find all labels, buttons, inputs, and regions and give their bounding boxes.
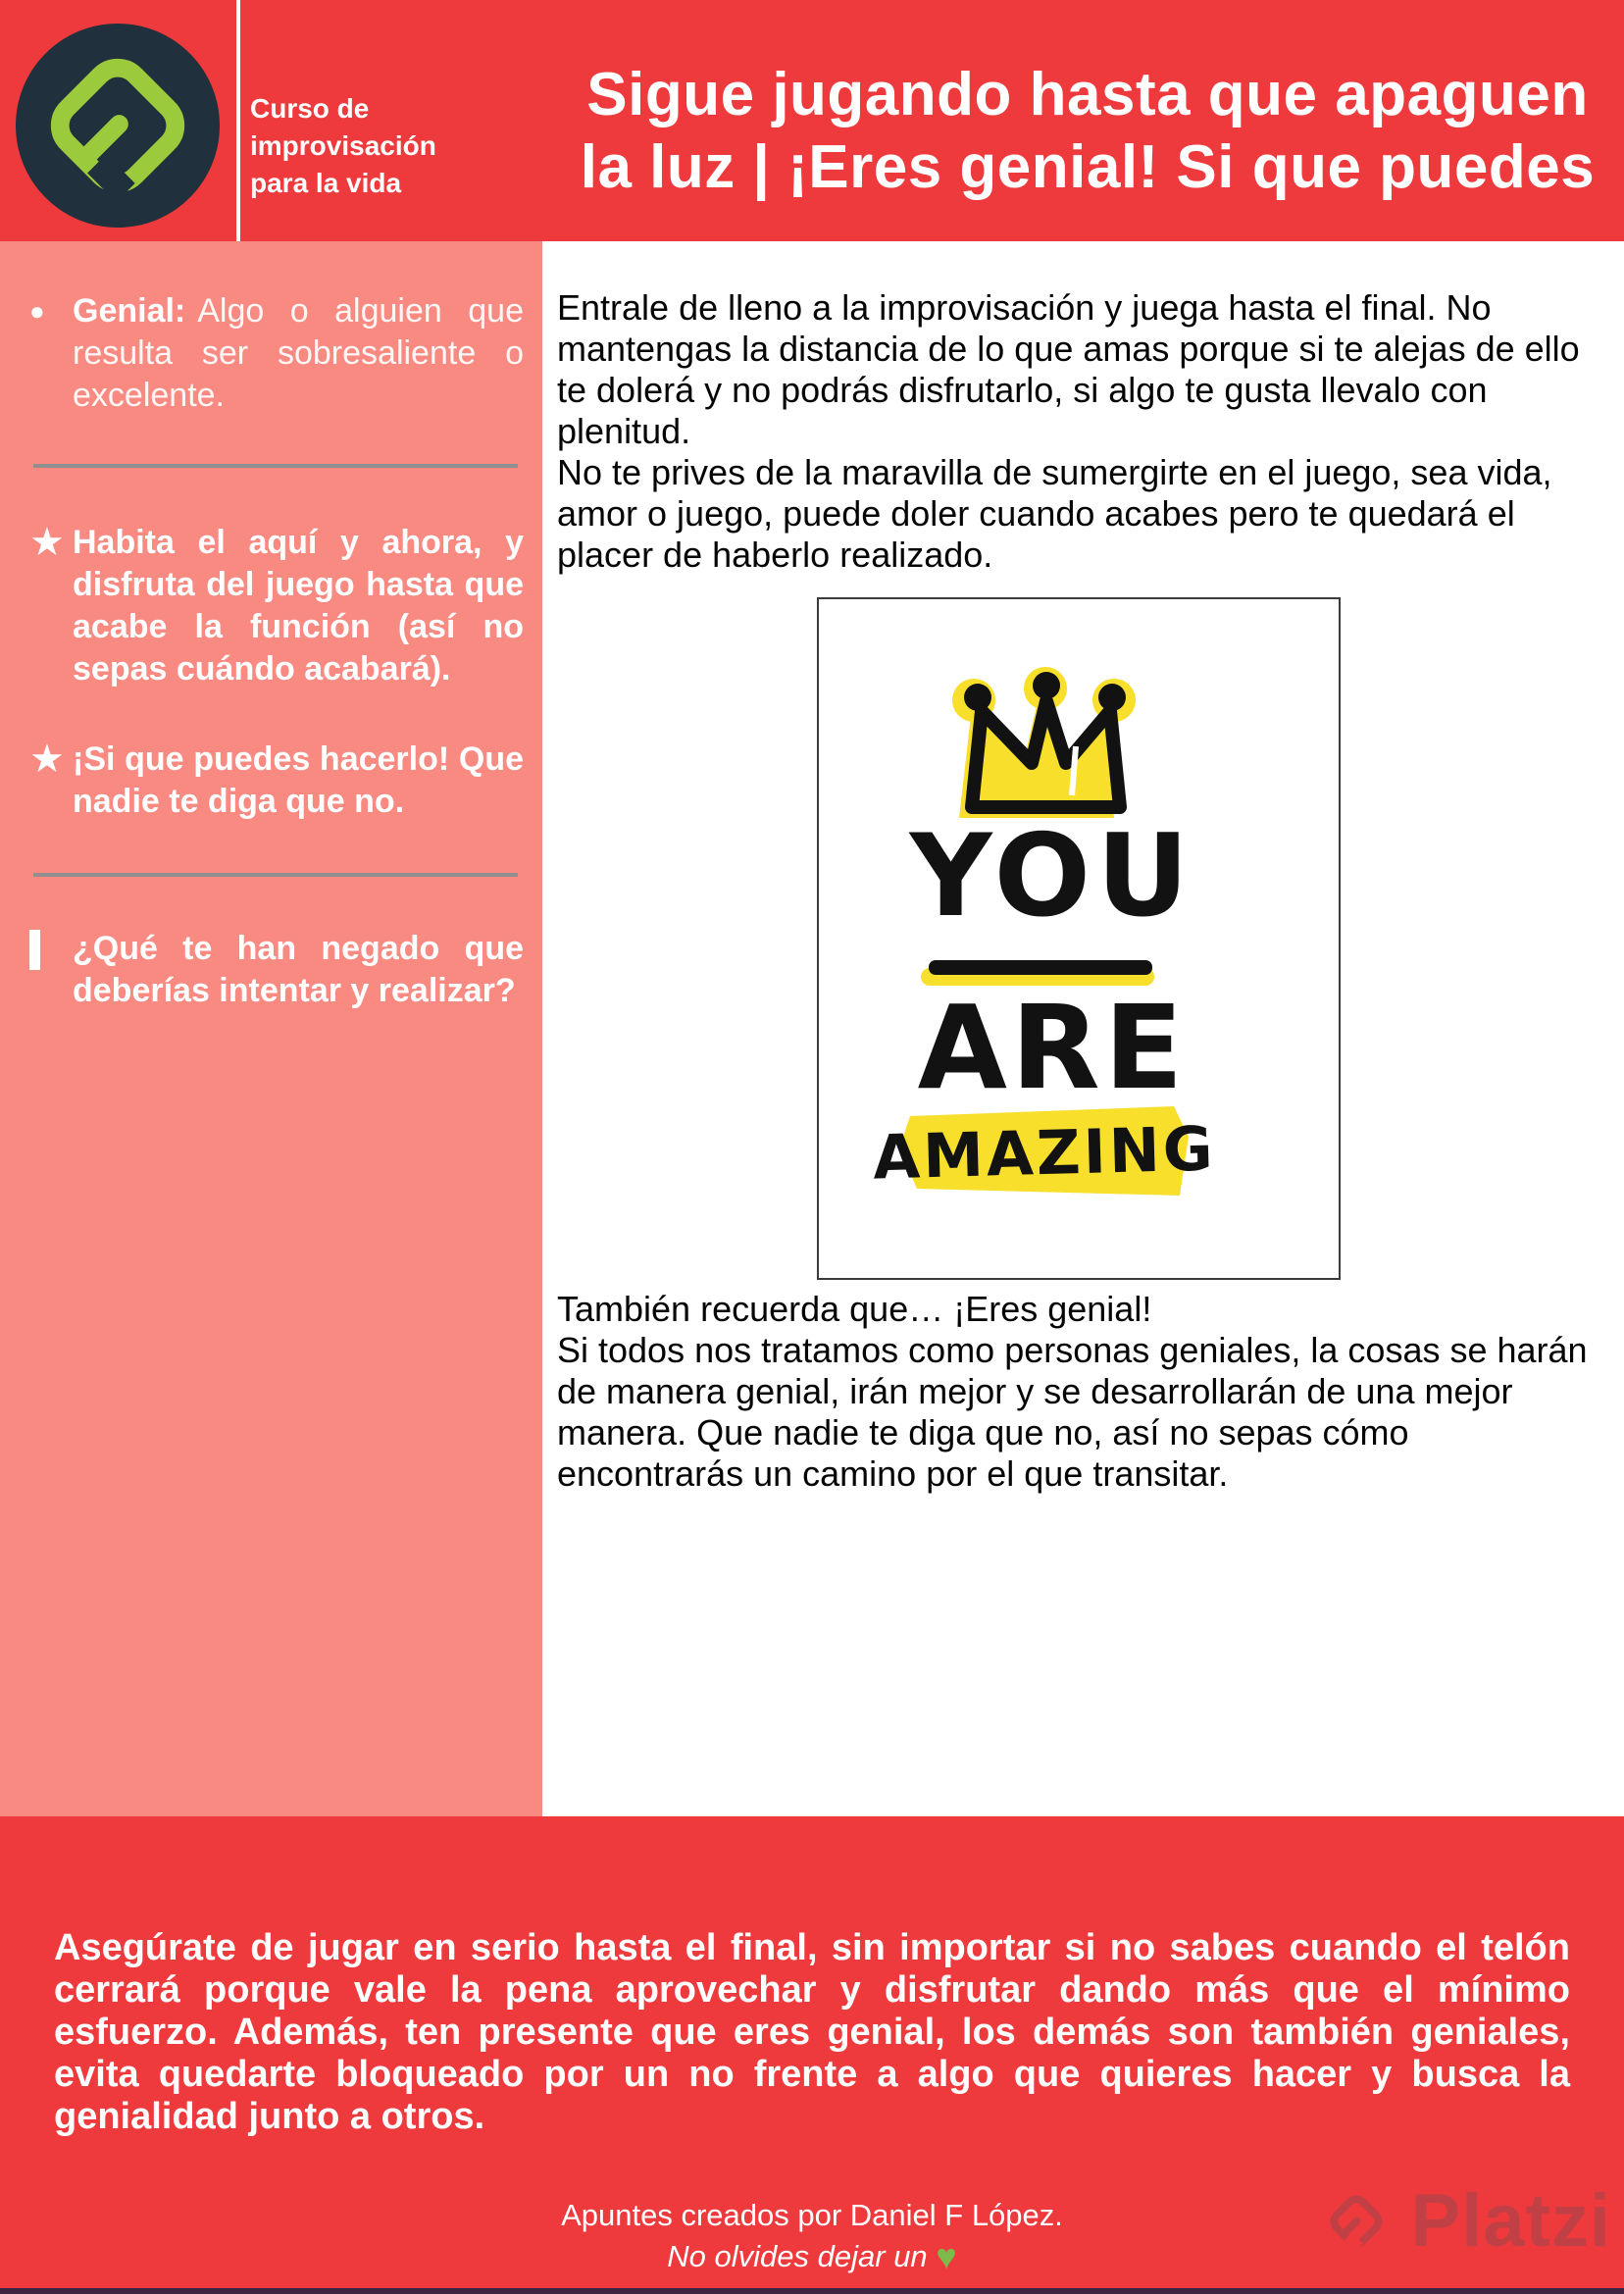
platzi-watermark [1317, 2174, 1612, 2269]
bottom-strip [0, 2288, 1624, 2294]
paragraph: Si todos nos tratamos como personas geniales, la cosas se harán de manera genial, irán mejor y se desarrollarán de una mejor manera. Que nadie te diga que no, así no sepas cómo encontrarás un camino por el que transitar. [557, 1330, 1588, 1494]
main-content [542, 241, 1624, 1816]
paragraph: También recuerda que… ¡Eres genial! [557, 1289, 1152, 1329]
bullet-icon: ● [29, 296, 45, 326]
sidebar-question-item [29, 928, 524, 1012]
star-icon: ★ [29, 738, 65, 781]
platzi-logo-icon [16, 24, 220, 228]
sidebar-tip-text: Habita el aquí y ahora, y disfruta del juego hasta que acabe la función (así no sepas cuándo acabará). [73, 524, 524, 688]
sidebar-tip-item [29, 522, 524, 690]
credits-note: No olvides dejar un ♥ [667, 2236, 957, 2276]
course-title [250, 90, 554, 202]
footer-summary: Asegúrate de jugar en serio hasta el final, sin importar si no sabes cuando el telón cerrará porque vale la pena aprovechar y disfrutar dando más que el mínimo esfuerzo. Además, ten presente que eres genial, los demás son también geniales, evita quedarte bloqueado por un no frente a algo que quieres hacer y busca la genialidad junto a otros. [54, 1927, 1570, 2137]
credits-author: Apuntes creados por Daniel F López. [561, 2198, 1063, 2232]
page-title [569, 59, 1606, 204]
poster-word-amazing: AMAZING [872, 1112, 1217, 1194]
sidebar-definition-text [73, 290, 524, 417]
sidebar-question-text: ¿Qué te han negado que deberías intentar y realizar? [73, 930, 524, 1009]
you-are-amazing-image [817, 597, 1341, 1280]
crown-icon [952, 667, 1136, 818]
course-title-line1: Curso de improvisación [250, 93, 436, 161]
definition-body: Algo o alguien que resulta ser sobresaliente o excelente. [73, 292, 524, 414]
green-heart-icon: ♥ [936, 2236, 957, 2276]
sidebar-divider [33, 464, 518, 468]
sidebar-tip-text: ¡Si que puedes hacerlo! Que nadie te diga que no. [73, 740, 524, 820]
course-title-line2: para la vida [250, 168, 402, 198]
paragraph: Entrale de lleno a la improvisación y juega hasta el final. No mantengas la distancia de lo que amas porque si te alejas de ello te dolerá y no podrás disfrutarlo, si algo te gusta llevalo con plenitud. [557, 287, 1580, 451]
paragraph: No te prives de la maravilla de sumergirte en el juego, sea vida, amor o juego, puede doler cuando acabes pero te quedará el placer de haberlo realizado. [557, 452, 1552, 575]
page-title-line2: la luz | ¡Eres genial! Si que puedes [580, 133, 1596, 201]
sidebar [0, 241, 542, 1816]
sidebar-divider [33, 873, 518, 877]
sidebar-definition-item [29, 290, 524, 417]
header-divider [236, 0, 240, 241]
header [0, 0, 1624, 241]
poster-word-are: ARE [917, 980, 1188, 1115]
poster-word-you: YOU [909, 810, 1195, 943]
platzi-watermark-text: Platzi [1410, 2179, 1611, 2263]
checkbox-icon [29, 928, 73, 970]
star-icon: ★ [29, 521, 65, 564]
sidebar-tip-item [29, 739, 524, 823]
platzi-watermark-icon [1317, 2174, 1396, 2269]
page-title-line1: Sigue jugando hasta que apaguen [586, 61, 1589, 128]
definition-term: Genial: [73, 292, 186, 330]
